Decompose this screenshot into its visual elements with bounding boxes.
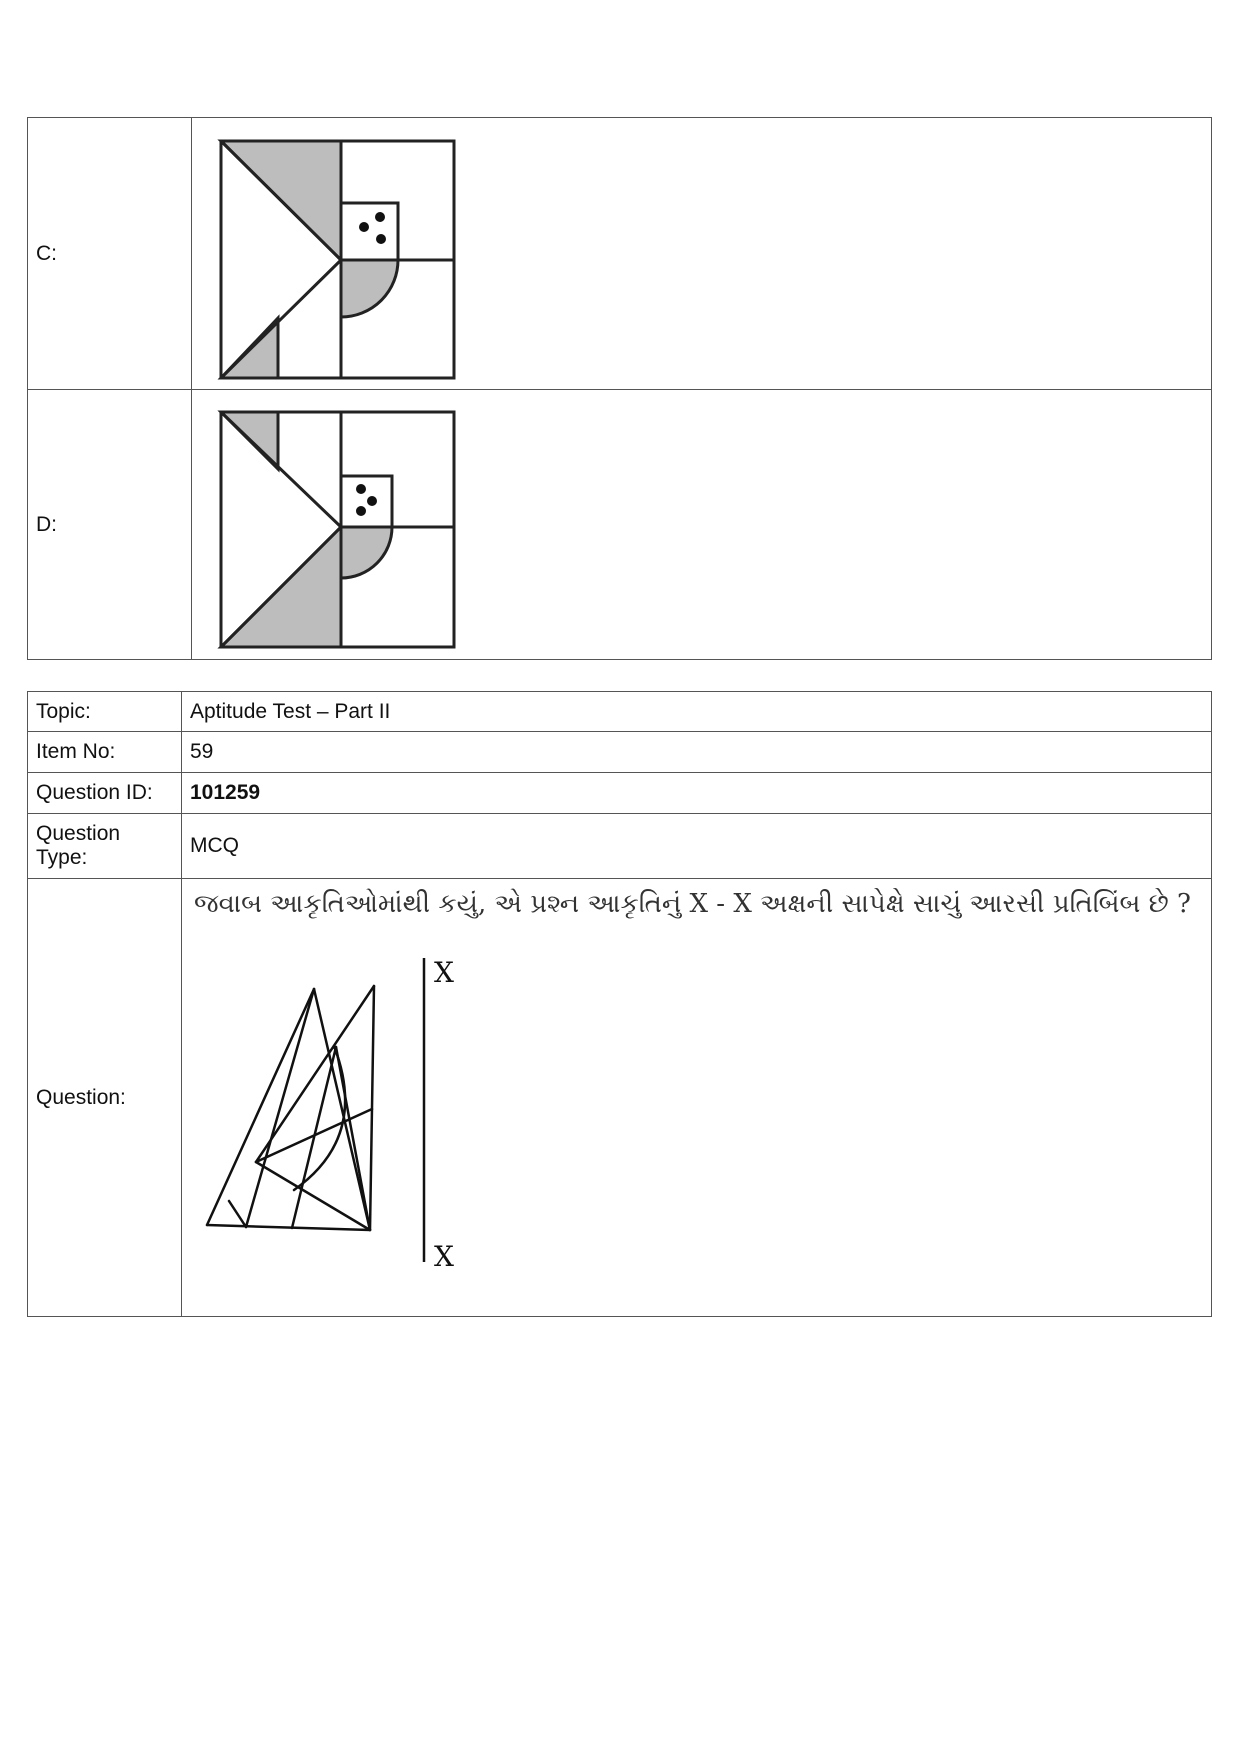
option-c-figure xyxy=(206,123,466,385)
question-info-table xyxy=(27,691,1212,1317)
dot-box xyxy=(341,476,392,527)
question-type-label xyxy=(28,814,182,879)
shaded-quarter-circle xyxy=(341,260,398,317)
topic-label: Topic: xyxy=(28,692,182,732)
options-table xyxy=(27,117,1212,660)
three-dots-icon xyxy=(359,212,386,244)
question-row xyxy=(28,879,1212,1317)
question-type-value: MCQ xyxy=(182,814,1212,879)
dot-box xyxy=(341,203,398,260)
topic-row xyxy=(28,692,1212,732)
item-label: Item No: xyxy=(28,732,182,773)
question-content xyxy=(182,879,1212,1317)
option-label-c: C: xyxy=(28,118,192,390)
axis-label-bottom: X xyxy=(434,1240,454,1273)
question-type-row xyxy=(28,814,1212,879)
three-dots-icon xyxy=(356,484,377,516)
question-label: Question: xyxy=(28,879,182,1317)
option-figure-cell-d xyxy=(192,390,1212,660)
question-type-label-line1: Question xyxy=(36,822,121,845)
option-label-d: D: xyxy=(28,390,192,660)
topic-value: Aptitude Test – Part II xyxy=(182,692,1212,732)
item-value: 59 xyxy=(182,732,1212,773)
option-figure-cell-c xyxy=(192,118,1212,390)
question-type-label-line2: Type: xyxy=(36,846,88,869)
shaded-quarter-circle xyxy=(341,527,392,578)
option-d-figure xyxy=(206,394,466,656)
question-id-value: 101259 xyxy=(182,773,1212,814)
option-row-d xyxy=(28,390,1212,660)
question-id-row xyxy=(28,773,1212,814)
question-figure xyxy=(194,922,514,1277)
item-row xyxy=(28,732,1212,773)
axis-label-top: X xyxy=(434,956,454,989)
question-text: જવાબ આકૃતિઓમાંથી કયું, એ પ્રશ્ન આકૃતિનું X - X અક્ષની સાપેક્ષે સાચું આરસી પ્રતિબિંબ છે ? xyxy=(194,889,1191,919)
option-row-c xyxy=(28,118,1212,390)
question-id-label: Question ID: xyxy=(28,773,182,814)
